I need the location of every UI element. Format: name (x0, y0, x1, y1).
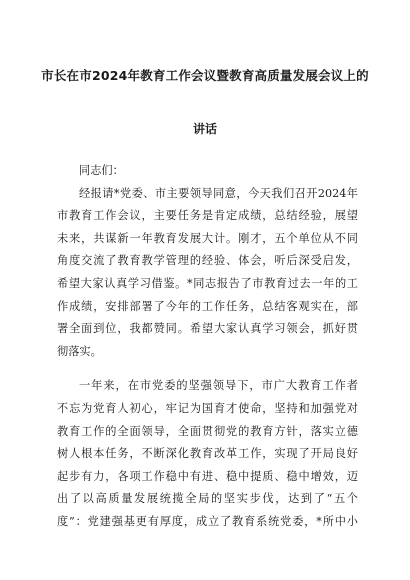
document-subtitle: 讲话 (192, 122, 217, 136)
paragraph-line: 署全面到位，我都赞同。希望大家认真学习领会，抓好贯 (57, 322, 358, 336)
paragraph-line: 经报请*党委、市主要领导同意，今天我们召开2024年 (79, 186, 358, 200)
document-body (57, 160, 358, 534)
paragraph-1 (57, 183, 358, 364)
paragraph-line: 树人根本任务，不断深化教育改革工作，实现了开局良好 (57, 447, 358, 461)
paragraph-line: 起步有力，各项工作稳中有进、稳中提质、稳中增效，迈 (57, 469, 358, 483)
paragraph-line: 市教育工作会议，主要任务是肯定成绩，总结经验，展望 (57, 209, 358, 223)
paragraph-line: 一年来，在市党委的坚强领导下，市广大教育工作者 (79, 379, 358, 393)
paragraph-line: 作成绩，安排部署了今年的工作任务，总结客观实在，部 (57, 299, 358, 313)
document-title: 市长在市2024年教育工作会议暨教育高质量发展会议上的 (41, 68, 369, 83)
paragraph-line: 希望大家认真学习借鉴。*同志报告了市教育过去一年的工 (57, 276, 358, 290)
paragraph-line: 未来，共谋新一年教育发展大计。刚才，五个单位从不同 (57, 231, 358, 245)
paragraph-line: 教育工作的全面领导，全面贯彻党的教育方针，落实立德 (57, 424, 358, 438)
paragraph-gap (57, 363, 358, 375)
paragraph-line: 出了以高质量发展统揽全局的坚实步伐，达到了“五个 (57, 492, 358, 506)
paragraph-line: 不忘为党育人初心，牢记为国育才使命，坚持和加强党对 (57, 401, 358, 415)
salutation: 同志们： (79, 164, 124, 177)
paragraph-2 (57, 375, 358, 533)
paragraph-line: 度”：党建强基更有厚度，成立了教育系统党委，*所中小 (57, 514, 358, 528)
paragraph-line: 彻落实。 (57, 344, 102, 358)
paragraph-line: 角度交流了教育教学管理的经验、体会，听后深受启发， (57, 254, 358, 268)
